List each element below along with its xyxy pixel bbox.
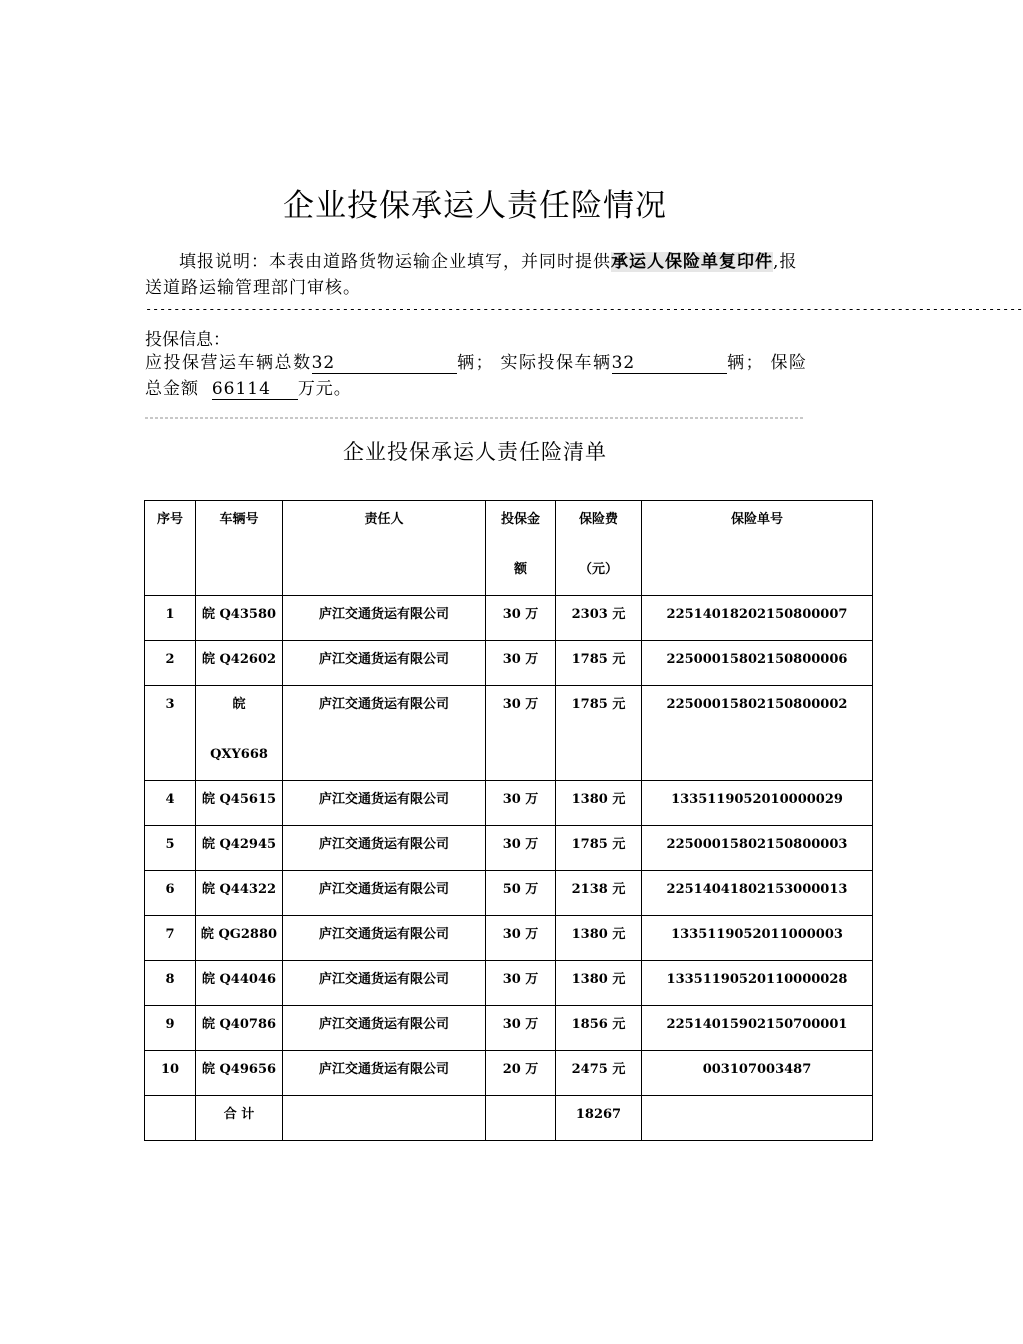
cell-policy: 1335119052010000029	[642, 781, 873, 826]
cell-policy: 22514015902150700001	[642, 1006, 873, 1051]
cell-policy: 22500015802150800003	[642, 826, 873, 871]
table-title: 企业投保承运人责任险清单	[343, 440, 607, 464]
table-total-row	[145, 1096, 873, 1141]
table-row	[145, 596, 873, 641]
cell-empty	[642, 1096, 873, 1141]
cell-plate: 皖 QXY668	[196, 686, 283, 781]
cell-empty	[283, 1096, 486, 1141]
total-amount-value: 66114	[212, 379, 298, 400]
cell-seq: 8	[145, 961, 196, 1006]
cell-premium: 1380 元	[556, 961, 642, 1006]
table-row	[145, 961, 873, 1006]
info-label-total: 应投保营运车辆总数	[145, 353, 312, 373]
header-plate: 车辆号	[196, 501, 283, 596]
cell-plate: 皖 Q49656	[196, 1051, 283, 1096]
cell-owner: 庐江交通货运有限公司	[283, 961, 486, 1006]
cell-owner: 庐江交通货运有限公司	[283, 1051, 486, 1096]
info-label-amount: 辆； 保险总金额	[145, 353, 808, 399]
info-label-unit: 万元。	[297, 379, 352, 399]
cell-policy: 1335119052011000003	[642, 916, 873, 961]
cell-owner: 庐江交通货运有限公司	[283, 641, 486, 686]
cell-amount: 30 万	[486, 596, 556, 641]
cell-empty	[145, 1096, 196, 1141]
cell-premium: 1785 元	[556, 826, 642, 871]
cell-owner: 庐江交通货运有限公司	[283, 871, 486, 916]
cell-plate: 皖 Q42602	[196, 641, 283, 686]
cell-plate: 皖 Q43580	[196, 596, 283, 641]
cell-owner: 庐江交通货运有限公司	[283, 826, 486, 871]
total-vehicles-value: 32	[312, 353, 457, 374]
table-row	[145, 1006, 873, 1051]
cell-premium: 1785 元	[556, 641, 642, 686]
cell-amount: 50 万	[486, 871, 556, 916]
insurance-info-heading: 投保信息：	[145, 330, 230, 350]
header-amount: 投保金 额	[486, 501, 556, 596]
table-row	[145, 916, 873, 961]
cell-seq: 4	[145, 781, 196, 826]
cell-amount: 30 万	[486, 826, 556, 871]
cell-amount: 30 万	[486, 961, 556, 1006]
table-header-row	[145, 501, 873, 596]
instructions-note	[145, 249, 807, 301]
cell-owner: 庐江交通货运有限公司	[283, 781, 486, 826]
total-premium: 18267	[556, 1096, 642, 1141]
cell-seq: 1	[145, 596, 196, 641]
dotted-separator	[145, 417, 805, 419]
cell-policy: 003107003487	[642, 1051, 873, 1096]
cell-owner: 庐江交通货运有限公司	[283, 916, 486, 961]
cell-amount: 30 万	[486, 1006, 556, 1051]
header-premium: 保险费 （元）	[556, 501, 642, 596]
cell-amount: 30 万	[486, 641, 556, 686]
cell-plate: 皖 Q42945	[196, 826, 283, 871]
cell-plate: 皖 Q45615	[196, 781, 283, 826]
total-label: 合 计	[196, 1096, 283, 1141]
cell-amount: 30 万	[486, 781, 556, 826]
dashed-divider: -----------------------------------------------------------------------------------------------------------------------------	[145, 302, 1023, 316]
page-title: 企业投保承运人责任险情况	[283, 188, 667, 224]
cell-plate: 皖 Q44046	[196, 961, 283, 1006]
cell-premium: 1380 元	[556, 916, 642, 961]
table-row	[145, 871, 873, 916]
insurance-info	[145, 350, 807, 402]
cell-premium: 2303 元	[556, 596, 642, 641]
note-highlight: 承运人保险单复印件	[611, 252, 773, 272]
cell-empty	[486, 1096, 556, 1141]
cell-premium: 1856 元	[556, 1006, 642, 1051]
cell-premium: 2475 元	[556, 1051, 642, 1096]
note-prefix: 填报说明：本表由道路货物运输企业填写，并同时提供	[179, 252, 611, 272]
cell-policy: 22500015802150800006	[642, 641, 873, 686]
cell-premium: 1380 元	[556, 781, 642, 826]
table-row	[145, 781, 873, 826]
cell-policy: 13351190520110000028	[642, 961, 873, 1006]
cell-amount: 30 万	[486, 686, 556, 781]
cell-plate: 皖 Q44322	[196, 871, 283, 916]
cell-seq: 6	[145, 871, 196, 916]
note-suffix: ,报送道路运输管理部门审核。	[145, 252, 798, 298]
table-row	[145, 686, 873, 781]
table-row	[145, 1051, 873, 1096]
cell-seq: 7	[145, 916, 196, 961]
cell-amount: 30 万	[486, 916, 556, 961]
cell-amount: 20 万	[486, 1051, 556, 1096]
insured-vehicles-value: 32	[612, 353, 727, 374]
cell-plate: 皖 Q40786	[196, 1006, 283, 1051]
cell-plate: 皖 QG2880	[196, 916, 283, 961]
table-row	[145, 826, 873, 871]
cell-seq: 2	[145, 641, 196, 686]
cell-policy: 22514018202150800007	[642, 596, 873, 641]
cell-seq: 3	[145, 686, 196, 781]
cell-seq: 5	[145, 826, 196, 871]
info-label-insured: 辆； 实际投保车辆	[456, 353, 612, 373]
cell-policy: 22500015802150800002	[642, 686, 873, 781]
cell-premium: 1785 元	[556, 686, 642, 781]
cell-seq: 9	[145, 1006, 196, 1051]
cell-owner: 庐江交通货运有限公司	[283, 1006, 486, 1051]
cell-owner: 庐江交通货运有限公司	[283, 686, 486, 781]
cell-policy: 22514041802153000013	[642, 871, 873, 916]
header-policy: 保险单号	[642, 501, 873, 596]
cell-premium: 2138 元	[556, 871, 642, 916]
header-seq: 序号	[145, 501, 196, 596]
cell-seq: 10	[145, 1051, 196, 1096]
cell-owner: 庐江交通货运有限公司	[283, 596, 486, 641]
table-row	[145, 641, 873, 686]
insurance-table	[144, 500, 873, 1141]
header-owner: 责任人	[283, 501, 486, 596]
